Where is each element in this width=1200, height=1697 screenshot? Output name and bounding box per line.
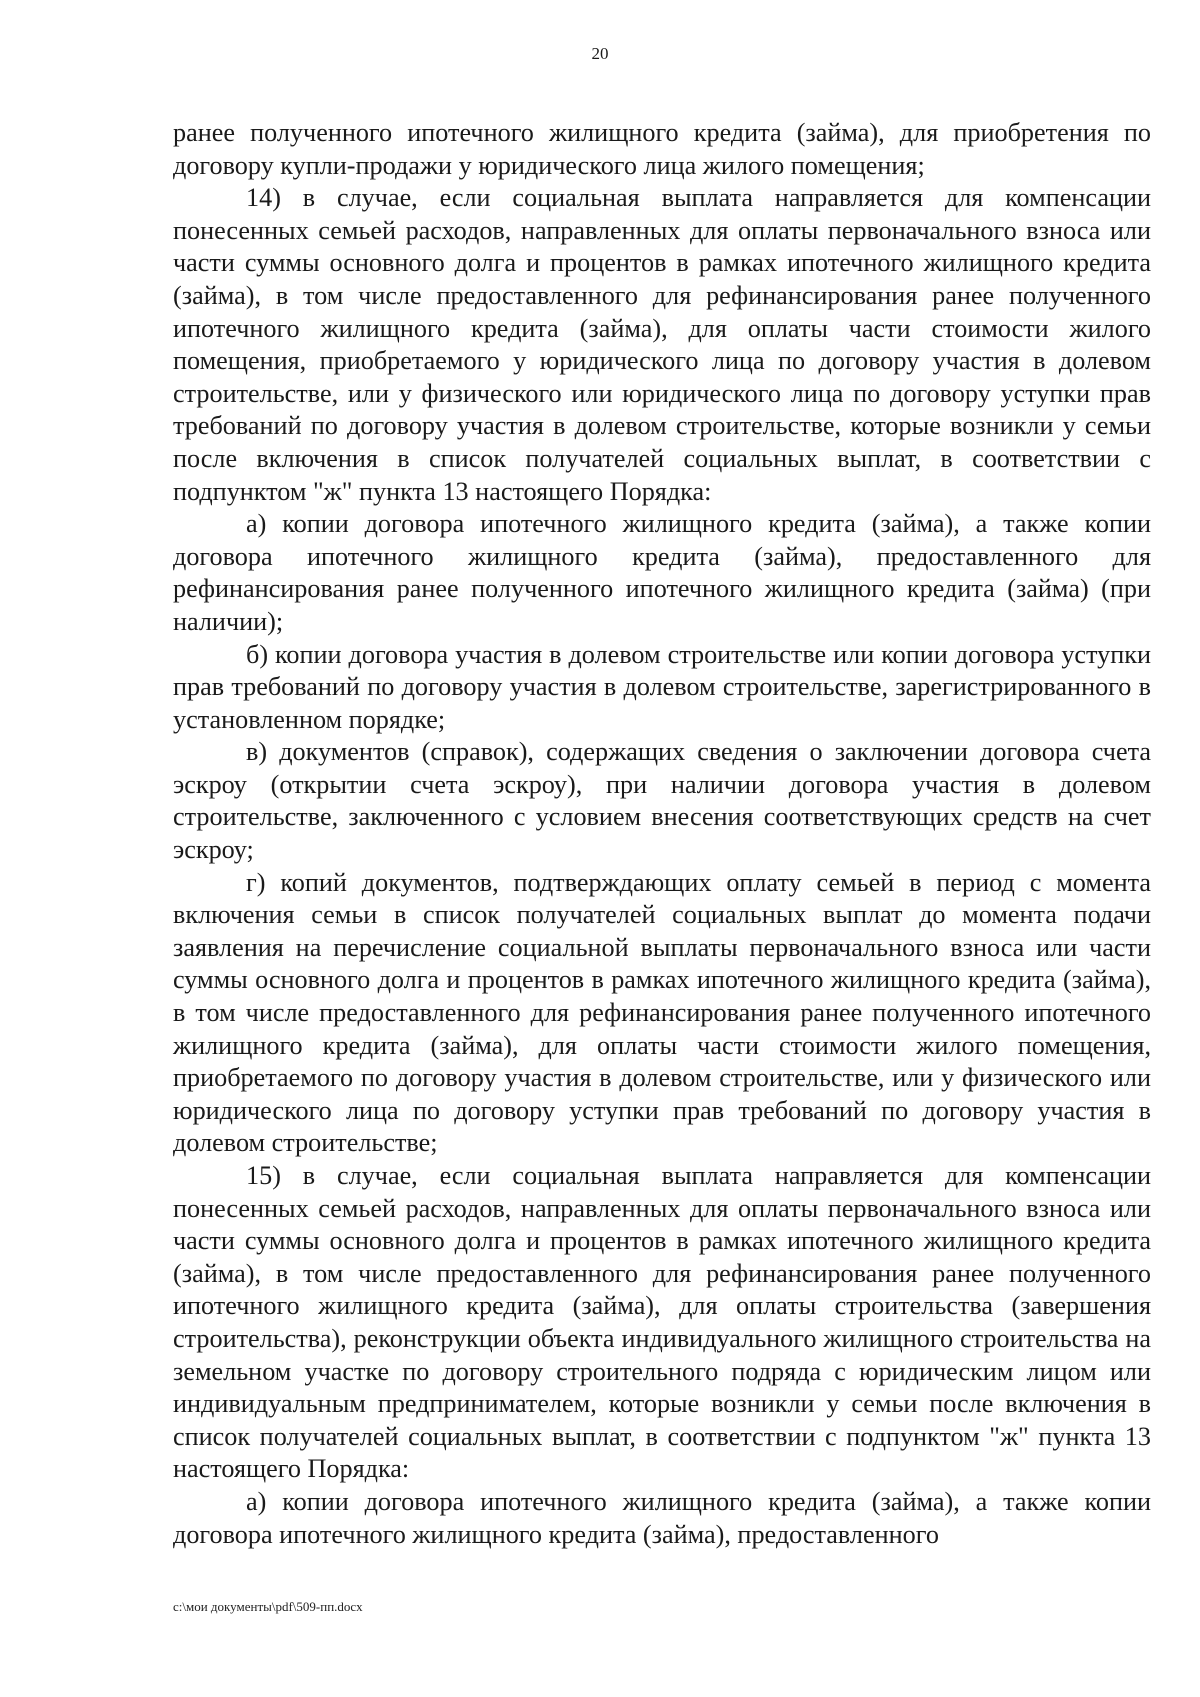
page-number: 20: [591, 44, 609, 63]
footer-file-path: c:\мои документы\pdf\509-пп.docx: [173, 1599, 363, 1614]
paragraph: г) копий документов, подтверждающих оплату семьей в период с момента включения семьи в список получателей социальных выплат до момента подачи заявления на перечисление социальной выплаты первоначального взноса или части суммы основного долга и процентов в рамках ипотечного жилищного кредита (займа), в том числе предоставленного для рефинансирования ранее полученного ипотечного жилищного кредита (займа), для оплаты части стоимости жилого помещения, приобретаемого по договору участия в долевом строительстве, или у физического или юридического лица по договору уступки прав требований по договору участия в долевом строительстве;: [173, 867, 1151, 1158]
paragraph: 15) в случае, если социальная выплата направляется для компенсации понесенных семьей расходов, направленных для оплаты первоначального взноса или части суммы основного долга и процентов в рамках ипотечного жилищного кредита (займа), в том числе предоставленного для рефинансирования ранее полученного ипотечного жилищного кредита (займа), для оплаты строительства (завершения строительства), реконструкции объекта индивидуального жилищного строительства на земельном участке по договору строительного подряда с юридическим лицом или индивидуальным предпринимателем, которые возникли у семьи после включения в список получателей социальных выплат, в соответствии с подпунктом "ж" пункта 13 настоящего Порядка:: [173, 1161, 1151, 1484]
paragraph: в) документов (справок), содержащих сведения о заключении договора счета эскроу (открытии счета эскроу), при наличии договора участия в долевом строительстве, заключенного с условием внесения соответствующих средств на счет эскроу;: [173, 737, 1151, 865]
paragraph: 14) в случае, если социальная выплата направляется для компенсации понесенных семьей расходов, направленных для оплаты первоначального взноса или части суммы основного долга и процентов в рамках ипотечного жилищного кредита (займа), в том числе предоставленного для рефинансирования ранее полученного ипотечного жилищного кредита (займа), для оплаты части стоимости жилого помещения, приобретаемого у юридического лица по договору участия в долевом строительстве, или у физического или юридического лица по договору уступки прав требований по договору участия в долевом строительстве, которые возникли у семьи после включения в список получателей социальных выплат, в соответствии с подпунктом "ж" пункта 13 настоящего Порядка:: [173, 183, 1151, 506]
document-body: [173, 117, 1151, 1551]
paragraph: б) копии договора участия в долевом строительстве или копии договора уступки прав требований по договору участия в долевом строительстве, зарегистрированного в установленном порядке;: [173, 639, 1151, 734]
paragraph: а) копии договора ипотечного жилищного кредита (займа), а также копии договора ипотечного жилищного кредита (займа), предоставленного: [173, 1486, 1151, 1549]
paragraph: ранее полученного ипотечного жилищного кредита (займа), для приобретения по договору купли-продажи у юридического лица жилого помещения;: [173, 118, 1151, 180]
paragraph: а) копии договора ипотечного жилищного кредита (займа), а также копии договора ипотечного жилищного кредита (займа), предоставленного для рефинансирования ранее полученного ипотечного жилищного кредита (займа) (при наличии);: [173, 509, 1151, 636]
